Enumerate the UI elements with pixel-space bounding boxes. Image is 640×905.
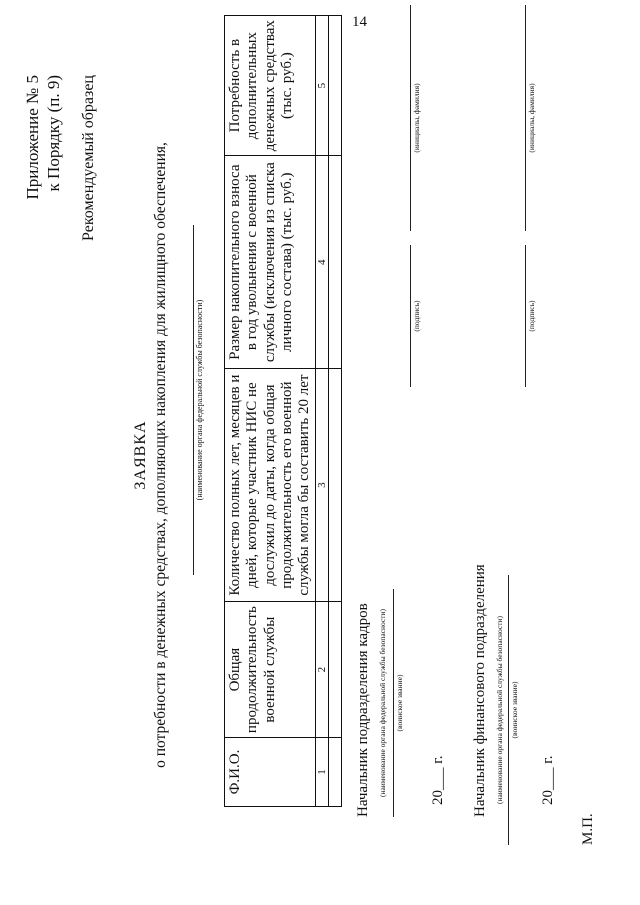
header-total-service: Общая продолжительность военной службы (225, 602, 316, 738)
document-title: ЗАЯВКА (132, 420, 149, 490)
hr-name-caption: (инициалы, фамилия) (412, 83, 421, 153)
finance-name-caption: (инициалы, фамилия) (527, 83, 536, 153)
table-row (329, 16, 342, 807)
document-body (0, 5, 596, 905)
org-name-caption: (наименование органа федеральной службы безопасности) (195, 299, 204, 501)
document-subtitle: о потребности в денежных средствах, дополняющих накопления для жилищного обеспечения, (152, 142, 169, 768)
hr-name-line (410, 5, 411, 231)
hr-org-caption: (наименование органа федеральной службы безопасности) (378, 608, 387, 798)
header-remaining-service: Количество полных лет, месяцев и дней, которые участник НИС не дослужил до даты, когда общая продолжительность его военной службы могла бы составить 20 лет (225, 369, 316, 602)
finance-rank-caption: (воинское звание) (510, 681, 519, 739)
stamp-label: М.П. (580, 813, 596, 845)
finance-org-line (508, 575, 509, 845)
column-number: 4 (316, 156, 329, 369)
table-cell (329, 156, 342, 369)
appendix-reference (22, 75, 65, 199)
header-additional-funds: Потребность в дополнительных денежных средствах (тыс. руб.) (225, 16, 316, 156)
finance-head-title: Начальник финансового подразделения (472, 564, 488, 817)
finance-org-caption: (наименование органа федеральной службы безопасности) (495, 615, 504, 805)
finance-name-line (525, 5, 526, 231)
finance-date: 20___ г. (540, 755, 556, 805)
table-cell (329, 369, 342, 602)
hr-rank-caption: (воинское звание) (395, 674, 404, 732)
column-number: 1 (316, 738, 329, 807)
column-number: 5 (316, 16, 329, 156)
appendix-line-2: к Порядку (п. 9) (44, 75, 64, 192)
table-number-row (316, 16, 329, 807)
table-header-row (225, 16, 316, 807)
header-contribution: Размер накопительного взноса в год увольнения с военной службы (исключения из списка личного состава) (тыс. руб.) (225, 156, 316, 369)
hr-sign-caption: (подпись) (412, 300, 421, 332)
hr-head-title: Начальник подразделения кадров (355, 603, 371, 817)
page-number: 14 (352, 14, 367, 30)
sample-label: Рекомендуемый образец (80, 75, 97, 241)
request-table (224, 15, 342, 807)
table-cell (329, 16, 342, 156)
hr-sign-line (410, 245, 411, 387)
header-fio: Ф.И.О. (225, 738, 316, 807)
hr-org-line (393, 589, 394, 817)
hr-date: 20___ г. (430, 755, 446, 805)
table-cell (329, 602, 342, 738)
column-number: 2 (316, 602, 329, 738)
finance-sign-line (525, 245, 526, 387)
appendix-line-1: Приложение № 5 (23, 75, 42, 200)
finance-sign-caption: (подпись) (527, 300, 536, 332)
column-number: 3 (316, 369, 329, 602)
table-cell (329, 738, 342, 807)
org-name-line (193, 225, 194, 575)
